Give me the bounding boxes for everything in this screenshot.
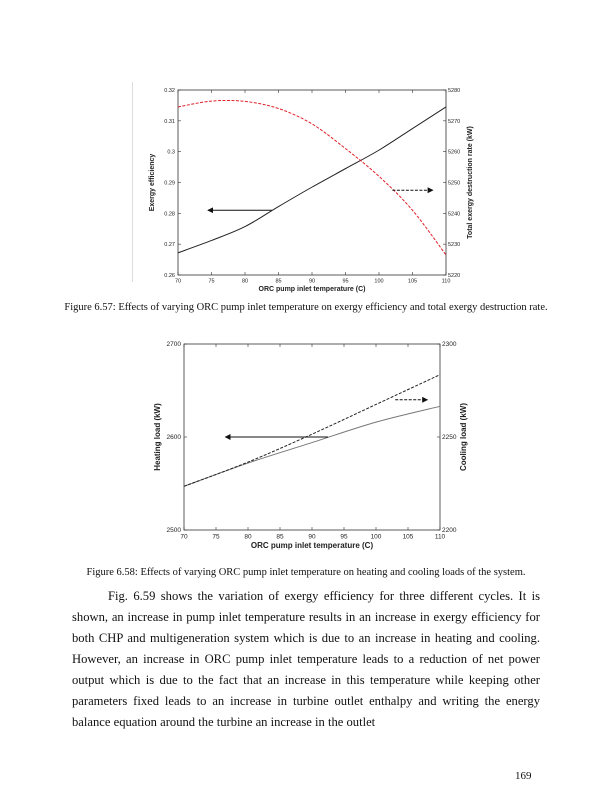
x-tick-label: 70 — [180, 533, 188, 541]
y-tick-label: 0.26 — [164, 273, 175, 279]
heating-cooling-load-chart — [130, 335, 470, 560]
x-axis-label: ORC pump inlet temperature (C) — [250, 541, 374, 550]
x-tick-label: 85 — [276, 533, 284, 541]
figure-6-58-caption: Figure 6.58: Effects of varying ORC pump inlet temperature on heating and cooling loads of the system. — [86, 567, 526, 578]
exergy-efficiency-chart — [130, 80, 474, 300]
x-tick-label: 80 — [244, 533, 252, 541]
y2-tick-label: 5220 — [448, 273, 461, 279]
y-tick-label: 2700 — [166, 341, 181, 348]
paragraph-text: Fig. 6.59 shows the variation of exergy efficiency for three different cycles. It is shown, an increase in pump inlet temperature results in an increase in exergy efficiency for both CHP and multigeneration system which is due to an increase in heating and cooling. However, an increase in ORC pump inlet temperature leads to a reduction of net power output which is due to the fact that an increase in this temperature while keeping other parameters fixed leads to an increase in turbine outlet enthalpy and writing the energy balance equation around the turbine an increase in the outlet — [72, 589, 540, 729]
y-tick-label: 0.32 — [164, 88, 175, 94]
x-tick-label: 75 — [212, 533, 220, 541]
x-tick-label: 100 — [370, 533, 382, 541]
y2-tick-label: 5280 — [448, 88, 461, 94]
y-tick-label: 2600 — [166, 434, 181, 441]
x-tick-label: 70 — [174, 278, 182, 285]
series-line-heating-load — [184, 406, 440, 486]
y2-axis-label: Total exergy destruction rate (kW) — [467, 126, 474, 239]
y2-axis-label: Cooling load (kW) — [459, 403, 468, 471]
series-line-total-exergy-destruction-rate — [178, 100, 446, 255]
x-tick-label: 85 — [275, 278, 282, 285]
x-axis-label: ORC pump inlet temperature (C) — [258, 286, 366, 293]
series-line-exergy-efficiency — [178, 107, 446, 253]
y-tick-label: 0.27 — [164, 242, 175, 249]
y-tick-label: 0.3 — [167, 149, 175, 156]
x-tick-label: 105 — [407, 278, 418, 285]
y-tick-label: 0.29 — [164, 180, 175, 187]
x-tick-label: 105 — [402, 533, 414, 541]
x-tick-label: 90 — [308, 533, 316, 541]
x-tick-label: 95 — [342, 278, 349, 285]
y2-tick-label: 5250 — [448, 180, 461, 187]
x-tick-label: 110 — [434, 533, 446, 541]
figure-6-57-caption: Figure 6.57: Effects of varying ORC pump inlet temperature on exergy efficiency and total exergy destruction rate. — [64, 302, 548, 313]
y2-tick-label: 2200 — [442, 527, 457, 534]
y2-tick-label: 5230 — [448, 242, 461, 249]
y2-tick-label: 2250 — [442, 434, 457, 441]
y2-tick-label: 5260 — [448, 149, 461, 156]
x-tick-label: 110 — [441, 278, 451, 285]
x-tick-label: 95 — [340, 533, 348, 541]
y2-tick-label: 2300 — [442, 341, 457, 348]
body-paragraph — [72, 586, 540, 733]
x-tick-label: 90 — [308, 278, 316, 285]
y2-tick-label: 5270 — [448, 118, 461, 125]
x-tick-label: 100 — [374, 278, 384, 285]
y2-tick-label: 5240 — [448, 211, 461, 218]
y-tick-label: 0.28 — [164, 211, 175, 218]
y-axis-label: Heating load (kW) — [153, 403, 162, 471]
y-axis-label: Exergy efficiency — [149, 153, 156, 212]
y-tick-label: 2500 — [166, 527, 181, 534]
series-line-cooling-load — [184, 375, 440, 487]
y-tick-label: 0.31 — [164, 118, 175, 125]
x-tick-label: 75 — [208, 278, 215, 285]
page-number: 169 — [515, 770, 532, 782]
x-tick-label: 80 — [241, 278, 249, 285]
plot-frame — [178, 90, 446, 275]
